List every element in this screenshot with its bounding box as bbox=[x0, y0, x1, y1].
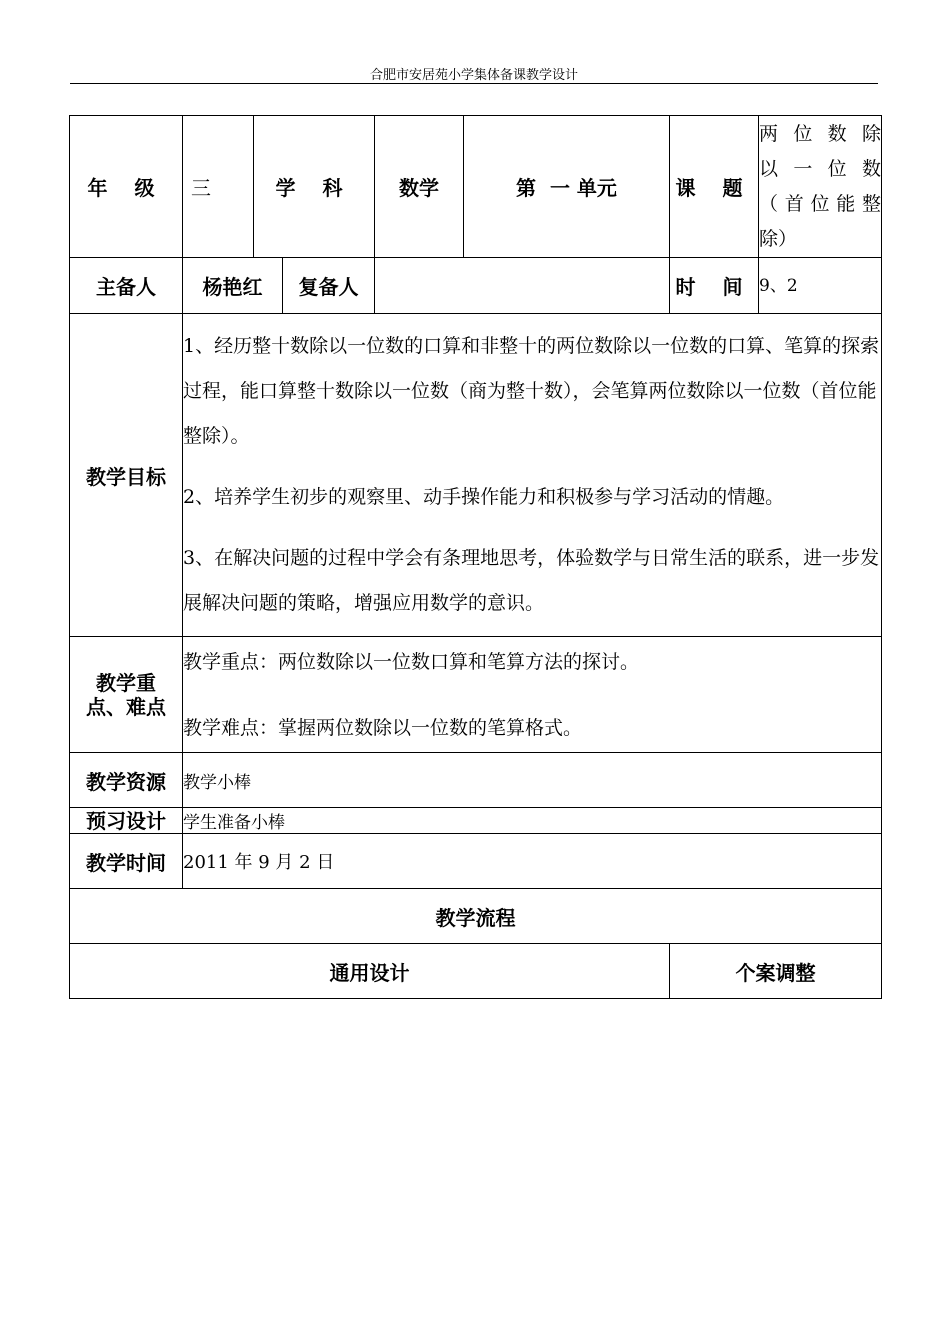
topic-label: 课 题 bbox=[670, 116, 759, 258]
key-points-label bbox=[70, 637, 183, 753]
row-resources bbox=[70, 753, 882, 808]
topic-line: 除） bbox=[759, 227, 798, 250]
goal-item: 3、在解决问题的过程中学会有条理地思考，体验数学与日常生活的联系，进一步发展解决问题的策略，增强应用数学的意识。 bbox=[183, 547, 880, 614]
reviewer-label: 复备人 bbox=[283, 258, 375, 314]
header-rule bbox=[70, 83, 878, 84]
subject-label: 学 科 bbox=[254, 116, 375, 258]
row-basic-info bbox=[70, 116, 882, 258]
resources-value: 教学小棒 bbox=[183, 753, 882, 808]
general-design-header: 通用设计 bbox=[70, 944, 670, 999]
topic-line: 两位数除 bbox=[759, 122, 881, 145]
goals-label: 教学目标 bbox=[70, 314, 183, 637]
grade-value: 三 bbox=[183, 116, 254, 258]
time-value: 9、2 bbox=[759, 258, 882, 314]
main-preparer-label: 主备人 bbox=[70, 258, 183, 314]
row-preparers bbox=[70, 258, 882, 314]
time-label: 时 间 bbox=[670, 258, 759, 314]
reviewer-value bbox=[375, 258, 670, 314]
difficulty-text: 教学难点：掌握两位数除以一位数的笔算格式。 bbox=[183, 716, 583, 739]
key-points-content bbox=[183, 637, 882, 753]
key-points-label-line: 教学重 bbox=[96, 670, 156, 695]
goals-content bbox=[183, 314, 882, 637]
teaching-time-value: 2011 年 9 月 2 日 bbox=[183, 834, 882, 889]
resources-label: 教学资源 bbox=[70, 753, 183, 808]
row-goals bbox=[70, 314, 882, 637]
teaching-time-label: 教学时间 bbox=[70, 834, 183, 889]
row-process-columns bbox=[70, 944, 882, 999]
key-points-label-line: 点、难点 bbox=[86, 694, 166, 719]
lesson-plan-table bbox=[69, 115, 882, 999]
row-teaching-time bbox=[70, 834, 882, 889]
process-title: 教学流程 bbox=[70, 889, 882, 944]
individual-adjustment-header: 个案调整 bbox=[670, 944, 882, 999]
document-header: 合肥市安居苑小学集体备课教学设计 bbox=[369, 68, 578, 83]
goal-item: 2、培养学生初步的观察里、动手操作能力和积极参与学习活动的情趣。 bbox=[183, 486, 785, 508]
row-key-points bbox=[70, 637, 882, 753]
unit-value: 第 一 单元 bbox=[464, 116, 670, 258]
preview-label: 预习设计 bbox=[70, 808, 183, 834]
main-preparer-value: 杨艳红 bbox=[183, 258, 283, 314]
row-preview bbox=[70, 808, 882, 834]
subject-value: 数学 bbox=[375, 116, 464, 258]
topic-line: （首位能整 bbox=[759, 192, 881, 215]
topic-value bbox=[759, 116, 882, 258]
grade-label: 年 级 bbox=[70, 116, 183, 258]
preview-value: 学生准备小棒 bbox=[183, 808, 882, 834]
row-process-title bbox=[70, 889, 882, 944]
goal-item: 1、经历整十数除以一位数的口算和非整十的两位数除以一位数的口算、笔算的探索过程，能口算整十数除以一位数（商为整十数），会笔算两位数除以一位数（首位能整除）。 bbox=[183, 335, 880, 447]
topic-line: 以一位数 bbox=[759, 157, 881, 180]
key-point-text: 教学重点：两位数除以一位数口算和笔算方法的探讨。 bbox=[183, 650, 640, 673]
